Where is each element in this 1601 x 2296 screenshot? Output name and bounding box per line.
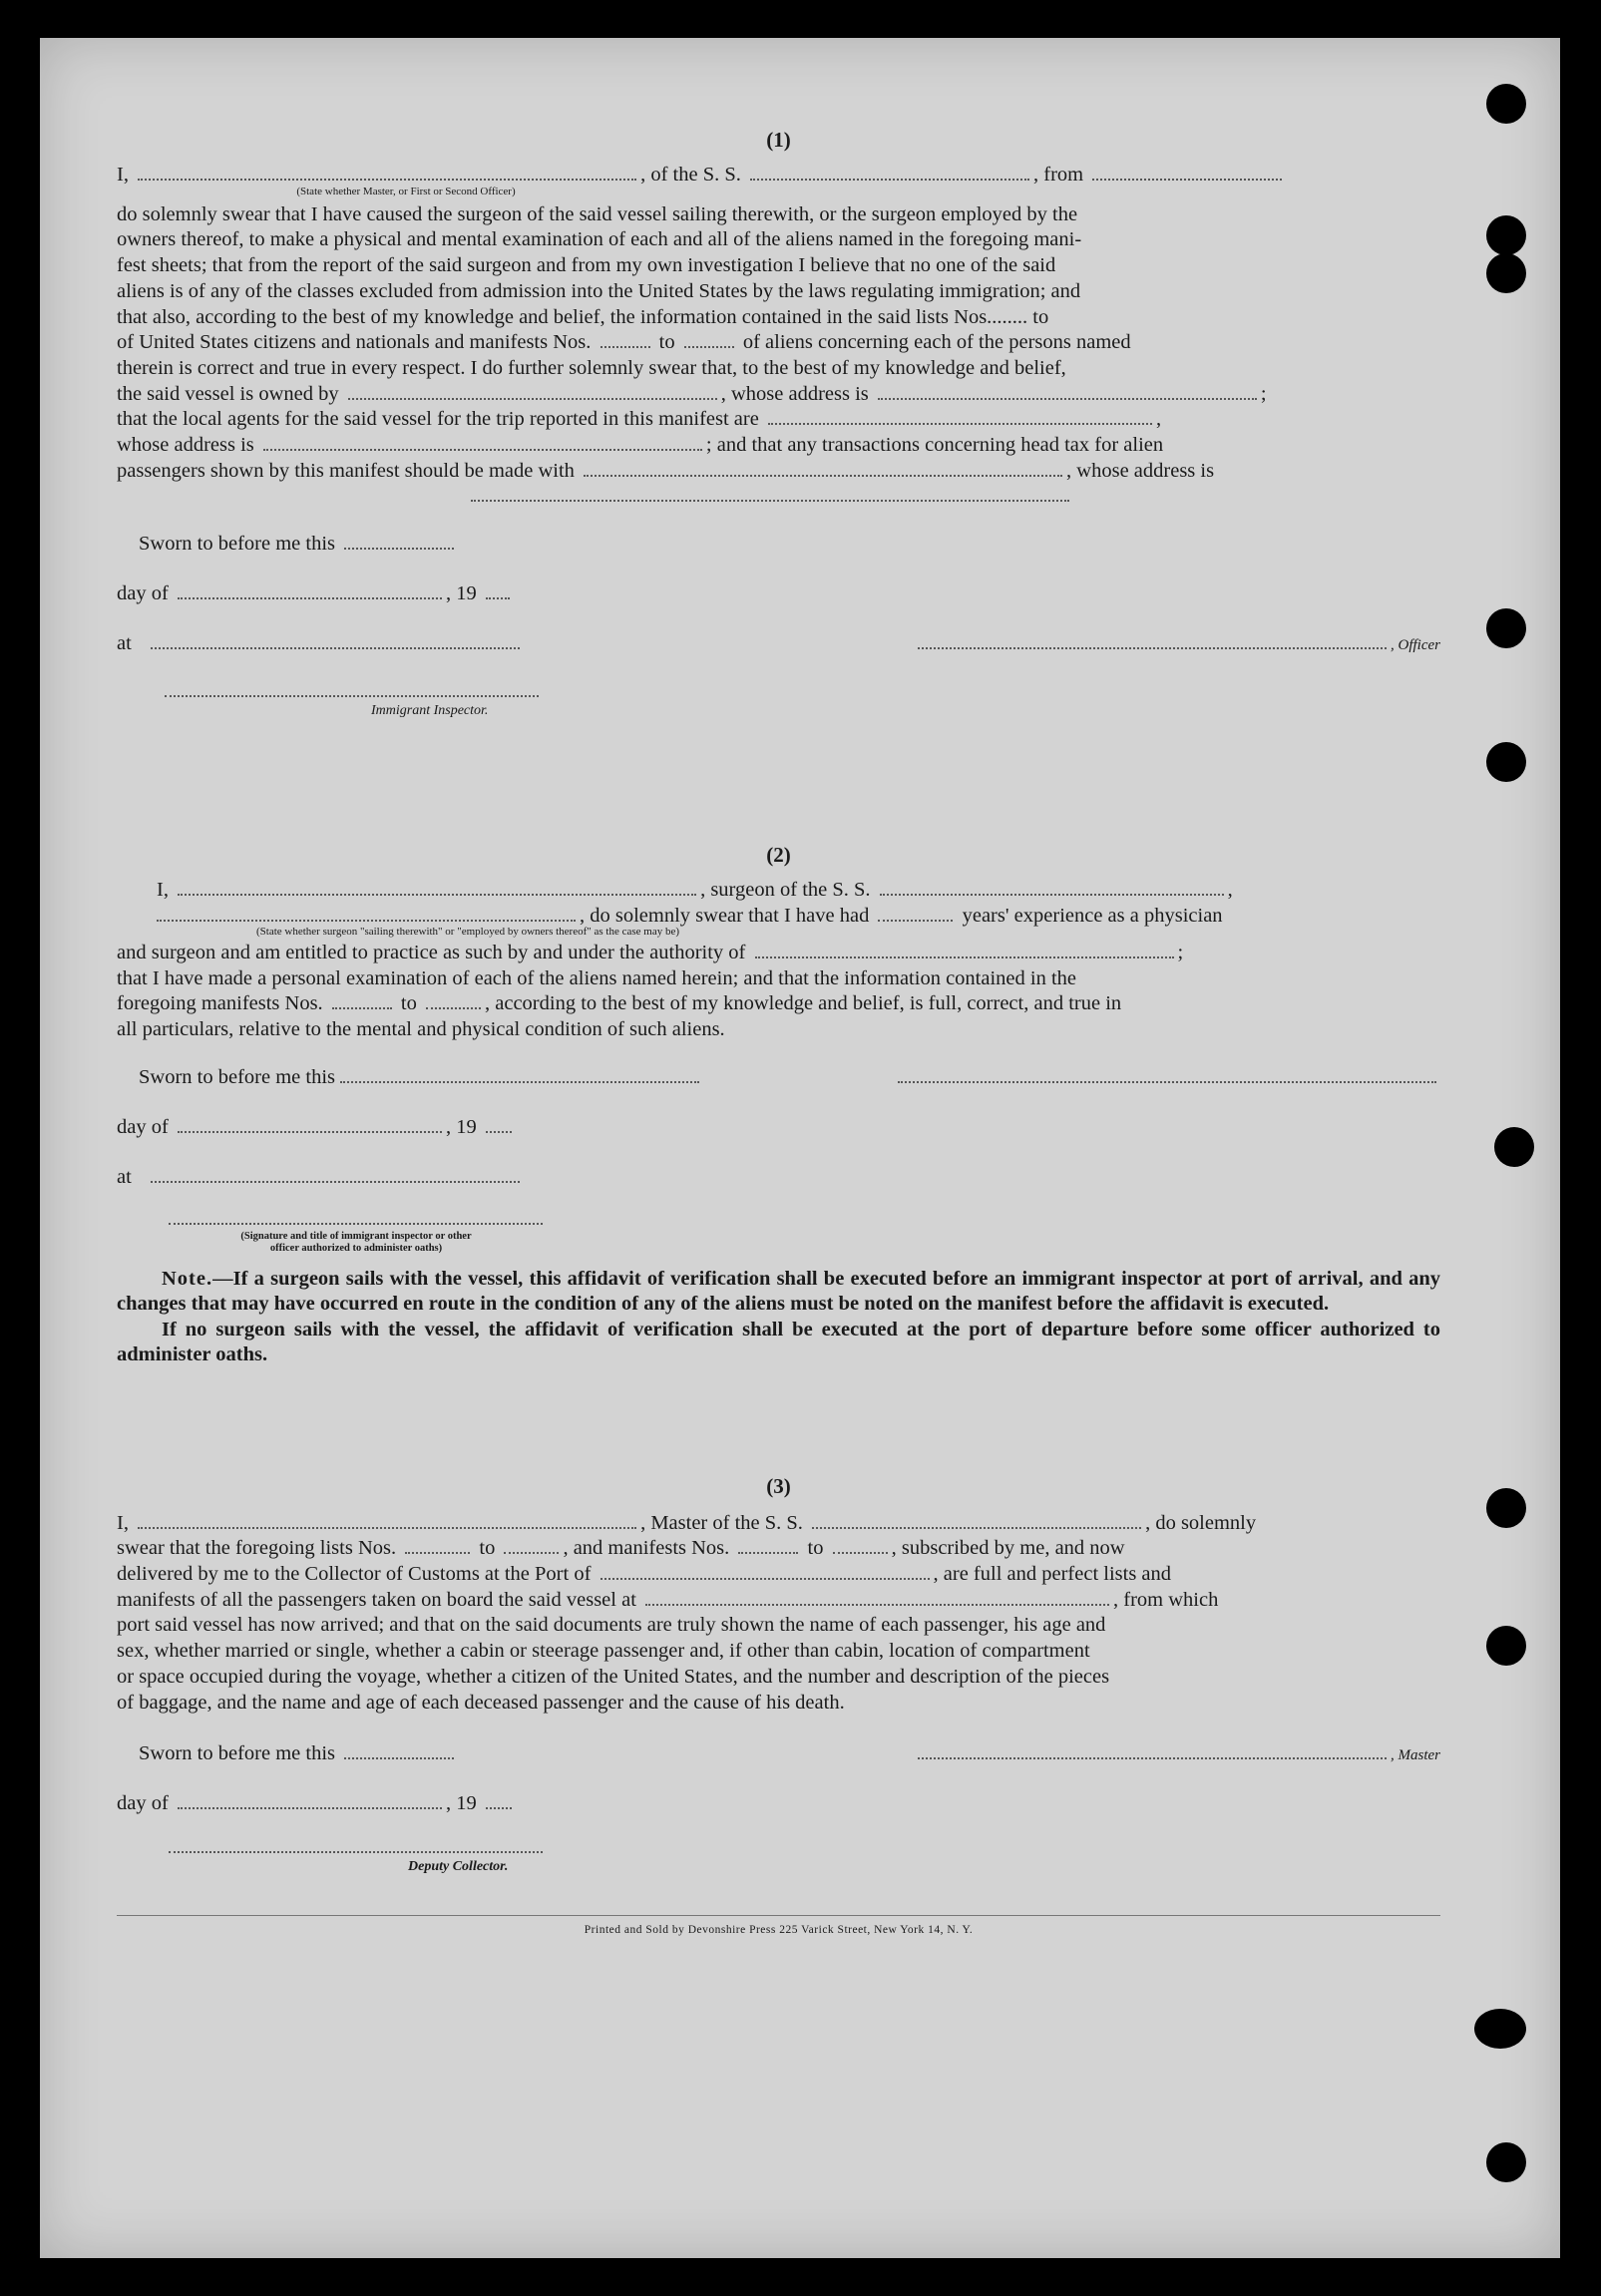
master-ship-field[interactable]: [812, 1511, 1141, 1529]
punch-hole: [1494, 1127, 1534, 1167]
years-experience-field[interactable]: [878, 904, 953, 922]
text: , are full and perfect lists and: [933, 1563, 1172, 1586]
punch-hole: [1486, 84, 1526, 124]
section-3-line-2: [117, 1536, 1440, 1562]
at-label: at: [117, 632, 132, 655]
section-3-number: (3): [766, 1473, 791, 1498]
surgeon-signature-field[interactable]: [898, 1065, 1436, 1083]
text: that the local agents for the said vessel for the trip reported in this manifest are: [117, 408, 759, 431]
text: ,: [1155, 408, 1162, 431]
punch-hole: [1486, 215, 1526, 255]
form-page: [40, 38, 1560, 2258]
section-3-sworn: [117, 1741, 1440, 1791]
master-signature: [914, 1741, 1440, 1765]
body-line: aliens is of any of the classes excluded from admission into the United States by the laws regulating immigration; and: [117, 279, 1081, 302]
month-field[interactable]: [178, 1115, 442, 1133]
text: , whose address is: [720, 382, 869, 405]
text: , whose address is: [1066, 459, 1215, 482]
owner-field[interactable]: [348, 382, 717, 400]
punch-hole: [1474, 2009, 1526, 2049]
section-1-day: [117, 581, 1440, 631]
address-line: [117, 433, 1440, 459]
text: manifests of all the passengers taken on board the said vessel at: [117, 1588, 636, 1611]
section-3-line-1: [117, 1511, 1440, 1537]
customs-port-field[interactable]: [600, 1562, 930, 1580]
inspector-signature-field[interactable]: [169, 1223, 543, 1225]
place-field[interactable]: [151, 631, 520, 649]
surgeon-status-field[interactable]: [157, 904, 576, 922]
text: delivered by me to the Collector of Customs at the Port of: [117, 1563, 592, 1586]
body-line: or space occupied during the voyage, whether a citizen of the United States, and the number and description of the pieces: [117, 1665, 1110, 1688]
text: ,: [1227, 879, 1233, 902]
section-2-line-1: [117, 878, 1440, 904]
month-field[interactable]: [178, 581, 442, 599]
note-label: Note.: [162, 1267, 213, 1290]
punch-hole: [1486, 608, 1526, 648]
collector-signature-field[interactable]: [169, 1851, 543, 1853]
agents-field[interactable]: [768, 407, 1152, 425]
surgeon-name-field[interactable]: [178, 878, 696, 896]
body-line: that also, according to the best of my knowledge and belief, the information contained in the said lists Nos........ to: [117, 305, 1049, 328]
section-2-day: [117, 1115, 1440, 1165]
text: to: [400, 992, 417, 1015]
body-line: fest sheets; that from the report of the said surgeon and from my own investigation I believe that no one of the said: [117, 254, 1056, 277]
head-tax-contact-field[interactable]: [584, 459, 1062, 477]
text: , do solemnly swear that I have had: [580, 905, 870, 928]
officer-name-field[interactable]: [138, 163, 636, 181]
text: to: [479, 1537, 496, 1560]
section-2-body: [117, 966, 1440, 992]
surgeon-manifest-from-field[interactable]: [332, 991, 392, 1009]
label-of-ss: , of the S. S.: [640, 164, 741, 186]
section-2-line-3: [117, 941, 1440, 966]
year-field[interactable]: [486, 581, 510, 599]
note-para-2: If no surgeon sails with the vessel, the affidavit of verification shall be executed at the port of departure before some officer authorized to administer oaths.: [117, 1318, 1440, 1366]
section-2-signature-block: [117, 1215, 1440, 1261]
section-1-sworn: [117, 532, 1440, 581]
body-line: owners thereof, to make a physical and mental examination of each and all of the aliens named in the foregoing mani-: [117, 228, 1082, 251]
contact-address-field[interactable]: [471, 498, 1069, 502]
year-prefix: , 19: [445, 582, 477, 605]
note-text: —If a surgeon sails with the vessel, this affidavit of verification shall be executed before an immigrant inspector at port of arrival, and any changes that may have occurred en route in the condition of any of the aliens must be noted on the manifest before the affidavit is executed.: [117, 1267, 1440, 1316]
sworn-label: Sworn to before me this: [139, 1742, 335, 1765]
body-line: do solemnly swear that I have caused the surgeon of the said vessel sailing therewith, or the surgeon employed by the: [117, 202, 1078, 225]
section-1-body: [117, 202, 1440, 331]
text: , subscribed by me, and now: [891, 1537, 1125, 1560]
body-line: therein is correct and true in every respect. I do further solemnly swear that, to the best of my knowledge and belief,: [117, 356, 1066, 379]
body-line: of baggage, and the name and age of each deceased passenger and the cause of his death.: [117, 1691, 845, 1714]
punch-hole: [1486, 742, 1526, 782]
day-of-label: day of: [117, 582, 169, 605]
text: swear that the foregoing lists Nos.: [117, 1537, 397, 1560]
manifest-from-field[interactable]: [600, 330, 650, 348]
punch-hole: [1486, 1488, 1526, 1528]
text: , Master of the S. S.: [640, 1511, 803, 1534]
ship-name-field[interactable]: [750, 163, 1029, 181]
year-prefix: , 19: [445, 1792, 477, 1815]
text: of United States citizens and nationals and manifests Nos.: [117, 331, 592, 354]
punch-hole: [1486, 1626, 1526, 1666]
body-line: port said vessel has now arrived; and that on the said documents are truly shown the name of each passenger, his age and: [117, 1614, 1106, 1637]
text: ;: [1177, 941, 1184, 963]
officer-caption: (State whether Master, or First or Second Officer): [296, 185, 516, 197]
label-from: , from: [1033, 164, 1084, 186]
officer-label: , Officer: [1391, 637, 1440, 654]
section-2-number: (2): [766, 843, 791, 868]
punch-hole: [1486, 2142, 1526, 2182]
manifests-from-field[interactable]: [738, 1536, 798, 1554]
note-para-1: [117, 1267, 1440, 1318]
sworn-label: Sworn to before me this: [139, 1065, 335, 1088]
surgeon-ship-field[interactable]: [880, 878, 1224, 896]
text: , do solemnly: [1145, 1511, 1257, 1534]
inspector-block: [117, 681, 1440, 727]
section-3-day: [117, 1791, 1440, 1841]
inspector-label: Immigrant Inspector.: [371, 703, 489, 719]
text: ;: [1260, 382, 1267, 405]
departure-port-field[interactable]: [1092, 163, 1282, 181]
passengers-address-line: [117, 484, 1440, 498]
sworn-date-field[interactable]: [344, 1741, 454, 1759]
section-3-line-4: [117, 1588, 1440, 1614]
agents-address-field[interactable]: [263, 433, 702, 451]
section-2-line-6: all particulars, relative to the mental and physical condition of such aliens.: [117, 1017, 725, 1040]
master-name-field[interactable]: [138, 1511, 636, 1529]
printer-imprint: Printed and Sold by Devonshire Press 225 Varick Street, New York 14, N. Y.: [584, 1924, 974, 1937]
lists-line: [117, 330, 1440, 356]
year-field[interactable]: [486, 1115, 512, 1133]
section-2-line-2: [117, 904, 1440, 930]
month-field[interactable]: [178, 1791, 442, 1809]
day-of-label: day of: [117, 1792, 169, 1815]
passengers-line: [117, 459, 1440, 485]
officer-signature-field[interactable]: [918, 631, 1387, 649]
text: , from which: [1113, 1588, 1219, 1611]
year-prefix: , 19: [445, 1115, 477, 1138]
section-3-body: [117, 1613, 1440, 1716]
text: of aliens concerning each of the persons named: [742, 331, 1131, 354]
collector-label: Deputy Collector.: [408, 1859, 509, 1875]
lists-to-field[interactable]: [504, 1536, 559, 1554]
sworn-date-field[interactable]: [344, 532, 454, 550]
section-2-line-5: [117, 991, 1440, 1017]
text: , and manifests Nos.: [563, 1537, 730, 1560]
text: ; and that any transactions concerning head tax for alien: [705, 434, 1164, 457]
text: passengers shown by this manifest should be made with: [117, 459, 575, 482]
sworn-label: Sworn to before me this: [139, 533, 335, 556]
section-1-line-1: [117, 163, 1440, 189]
section-1-at: [117, 631, 1440, 681]
sworn-date-field[interactable]: [340, 1065, 699, 1083]
text: years' experience as a physician: [962, 905, 1223, 928]
footer-rule: [117, 1915, 1440, 1916]
surgeon-signature: [894, 1065, 1440, 1089]
text: , surgeon of the S. S.: [700, 879, 871, 902]
text: foregoing manifests Nos.: [117, 992, 323, 1015]
label-i: I,: [117, 164, 129, 186]
embark-port-field[interactable]: [645, 1588, 1109, 1606]
master-label: , Master: [1391, 1747, 1440, 1764]
punch-hole: [1486, 253, 1526, 293]
agents-line: [117, 407, 1440, 433]
section-2-at: [117, 1165, 1440, 1215]
body-line: sex, whether married or single, whether a cabin or steerage passenger and, if other than cabin, location of compartment: [117, 1640, 1090, 1663]
label-i: I,: [117, 1511, 129, 1534]
surgeon-caption: (State whether surgeon "sailing therewith" or "employed by owners thereof" as the case may be): [255, 925, 679, 938]
master-signature-field[interactable]: [918, 1741, 1387, 1759]
year-field[interactable]: [486, 1791, 512, 1809]
text: the said vessel is owned by: [117, 382, 339, 405]
label-i: I,: [157, 879, 169, 902]
note-block: [117, 1267, 1440, 1368]
text: to: [807, 1537, 824, 1560]
signature-caption: (Signature and title of immigrant inspector or other officer authorized to administer oaths): [240, 1230, 472, 1254]
section-1-number: (1): [766, 128, 791, 152]
text: and surgeon and am entitled to practice as such by and under the authority of: [117, 941, 746, 963]
section-1-body-2: [117, 356, 1440, 382]
owner-address-field[interactable]: [878, 382, 1257, 400]
body-line: that I have made a personal examination of each of the aliens named herein; and that the information contained in the: [117, 966, 1076, 989]
text: whose address is: [117, 434, 254, 457]
officer-signature: [914, 631, 1440, 655]
surgeon-manifest-to-field[interactable]: [426, 991, 481, 1009]
collector-block: [117, 1841, 1440, 1887]
lists-from-field[interactable]: [405, 1536, 470, 1554]
text: , according to the best of my knowledge and belief, is full, correct, and true in: [485, 992, 1122, 1015]
place-field[interactable]: [151, 1165, 520, 1183]
day-of-label: day of: [117, 1115, 169, 1138]
manifests-to-field[interactable]: [833, 1536, 888, 1554]
section-2-sworn: [117, 1065, 1440, 1115]
text: to: [658, 331, 675, 354]
authority-field[interactable]: [755, 941, 1174, 958]
at-label: at: [117, 1165, 132, 1188]
manifest-to-field[interactable]: [684, 330, 734, 348]
owned-line: [117, 382, 1440, 408]
form-content: [117, 128, 1440, 1936]
inspector-signature-field[interactable]: [165, 695, 539, 697]
section-3-line-3: [117, 1562, 1440, 1588]
